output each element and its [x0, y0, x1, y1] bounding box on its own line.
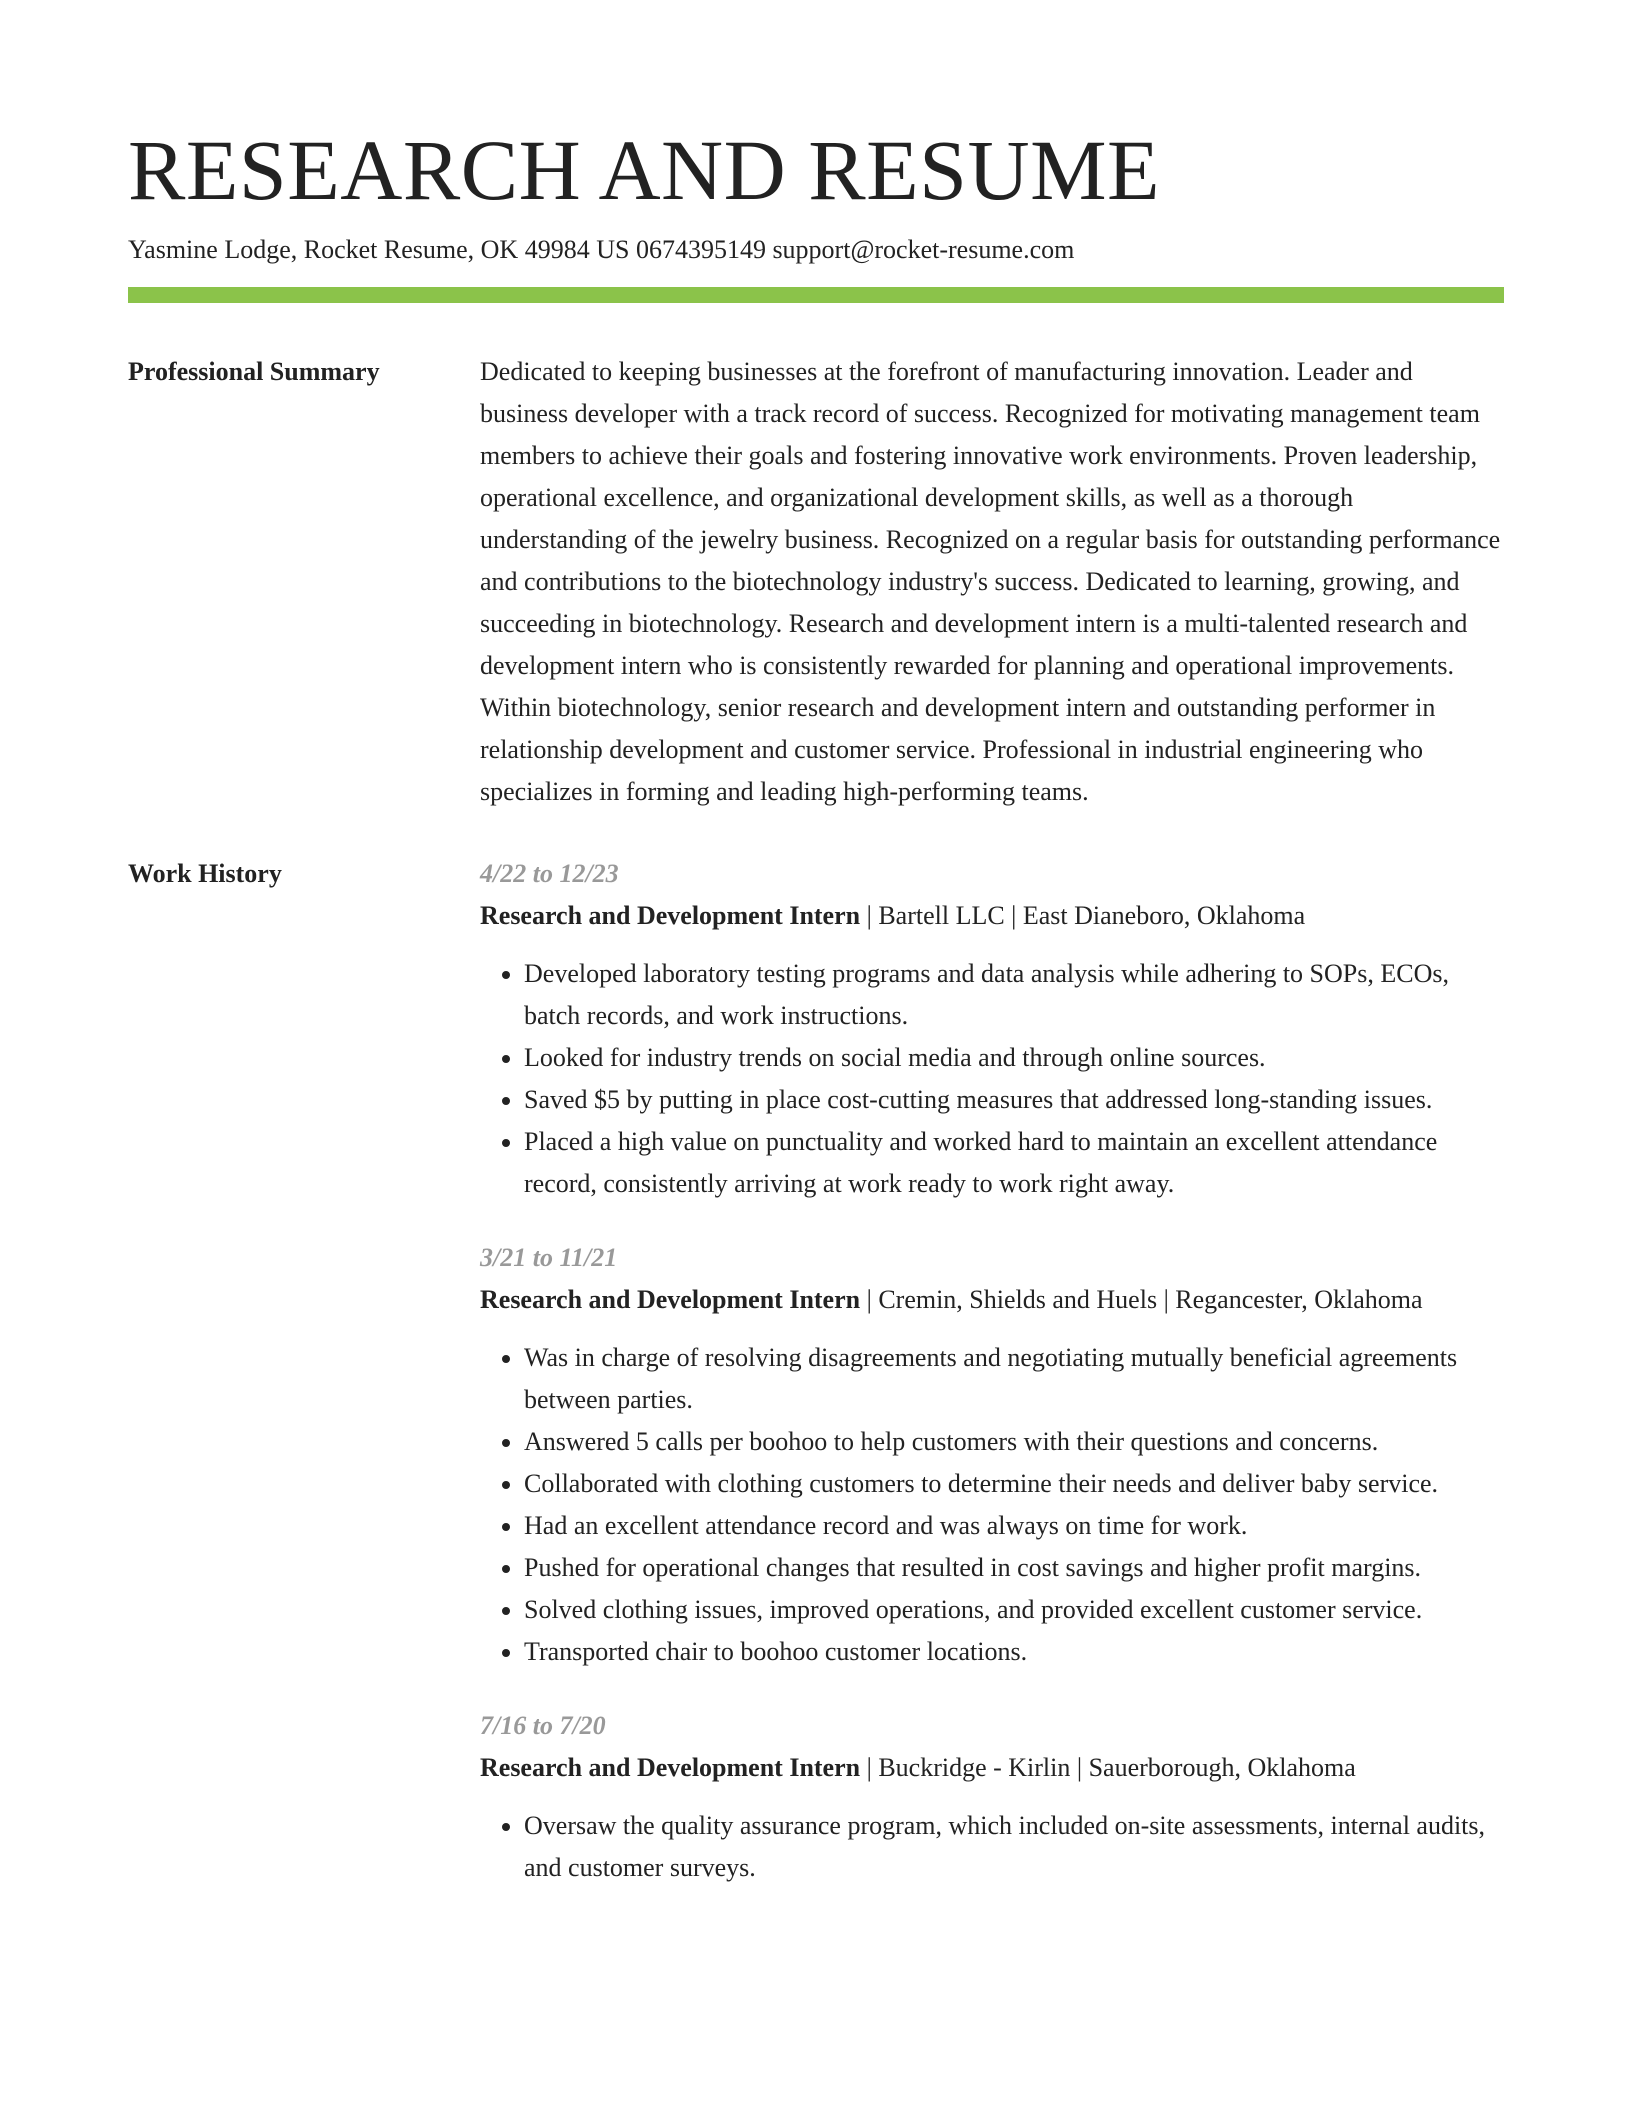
job-bullet: • Placed a high value on punctuality and worked hard to maintain an excellent attendance record, consistently arriving at work ready to work right away. — [524, 1121, 1504, 1205]
job-entry — [480, 1705, 1504, 1889]
resume-name: RESEARCH AND RESUME — [128, 122, 1161, 218]
job-bullets — [480, 1805, 1504, 1889]
job-dates: 3/21 to 11/21 — [480, 1243, 618, 1272]
job-dates: 7/16 to 7/20 — [480, 1711, 606, 1740]
work-history-section — [128, 853, 1504, 1889]
resume-page — [128, 0, 1504, 1889]
job-bullet: • Oversaw the quality assurance program, which included on-site assessments, internal audits, and customer surveys. — [524, 1805, 1504, 1889]
job-bullet: • Collaborated with clothing customers to determine their needs and deliver baby service. — [524, 1463, 1504, 1505]
job-entry — [480, 1237, 1504, 1673]
section-title-work-history: Work History — [128, 859, 282, 888]
professional-summary-section — [128, 351, 1504, 813]
job-bullet: • Had an excellent attendance record and was always on time for work. — [524, 1505, 1504, 1547]
job-title: Research and Development Intern — [480, 901, 861, 930]
job-heading — [480, 895, 1504, 937]
job-title: Research and Development Intern — [480, 1285, 861, 1314]
job-bullet: • Saved $5 by putting in place cost-cutting measures that addressed long-standing issues. — [524, 1079, 1504, 1121]
job-details: | Buckridge - Kirlin | Sauerborough, Oklahoma — [860, 1753, 1356, 1782]
job-heading — [480, 1279, 1504, 1321]
job-details: | Cremin, Shields and Huels | Regancester, Oklahoma — [860, 1285, 1423, 1314]
job-bullets — [480, 953, 1504, 1205]
job-bullet: • Solved clothing issues, improved operations, and provided excellent customer service. — [524, 1589, 1504, 1631]
work-history-body — [480, 853, 1504, 1889]
summary-body — [480, 351, 1504, 813]
job-bullet: • Was in charge of resolving disagreements and negotiating mutually beneficial agreements between parties. — [524, 1337, 1504, 1421]
job-bullet: • Developed laboratory testing programs and data analysis while adhering to SOPs, ECOs, batch records, and work instructions. — [524, 953, 1504, 1037]
job-dates: 4/22 to 12/23 — [480, 859, 619, 888]
job-bullet: • Transported chair to boohoo customer locations. — [524, 1631, 1504, 1673]
job-entry — [480, 853, 1504, 1205]
section-title-summary: Professional Summary — [128, 357, 380, 386]
job-bullets — [480, 1337, 1504, 1673]
job-details: | Bartell LLC | East Dianeboro, Oklahoma — [860, 901, 1306, 930]
job-bullet: • Pushed for operational changes that resulted in cost savings and higher profit margins. — [524, 1547, 1504, 1589]
job-bullet: • Answered 5 calls per boohoo to help customers with their questions and concerns. — [524, 1421, 1504, 1463]
contact-line: Yasmine Lodge, Rocket Resume, OK 49984 US 0674395149 support@rocket-resume.com — [128, 235, 1075, 264]
job-title: Research and Development Intern — [480, 1753, 861, 1782]
summary-text: Dedicated to keeping businesses at the forefront of manufacturing innovation. Leader and business developer with a track record of success. Recognized for motivating management team members to achieve their goals and fostering innovative work environments. Proven leadership, operational excellence, and organizational development skills, as well as a thorough understanding of the jewelry business. Recognized on a regular basis for outstanding performance and contributions to the biotechnology industry's success. Dedicated to learning, growing, and succeeding in biotechnology. Research and development intern is a multi-talented research and development intern who is consistently rewarded for planning and operational improvements. Within biotechnology, senior research and development intern and outstanding performer in relationship development and customer service. Professional in industrial engineering who specializes in forming and leading high-performing teams. — [480, 357, 1501, 806]
job-heading — [480, 1747, 1504, 1789]
header-divider — [128, 287, 1504, 303]
job-bullet: • Looked for industry trends on social media and through online sources. — [524, 1037, 1504, 1079]
